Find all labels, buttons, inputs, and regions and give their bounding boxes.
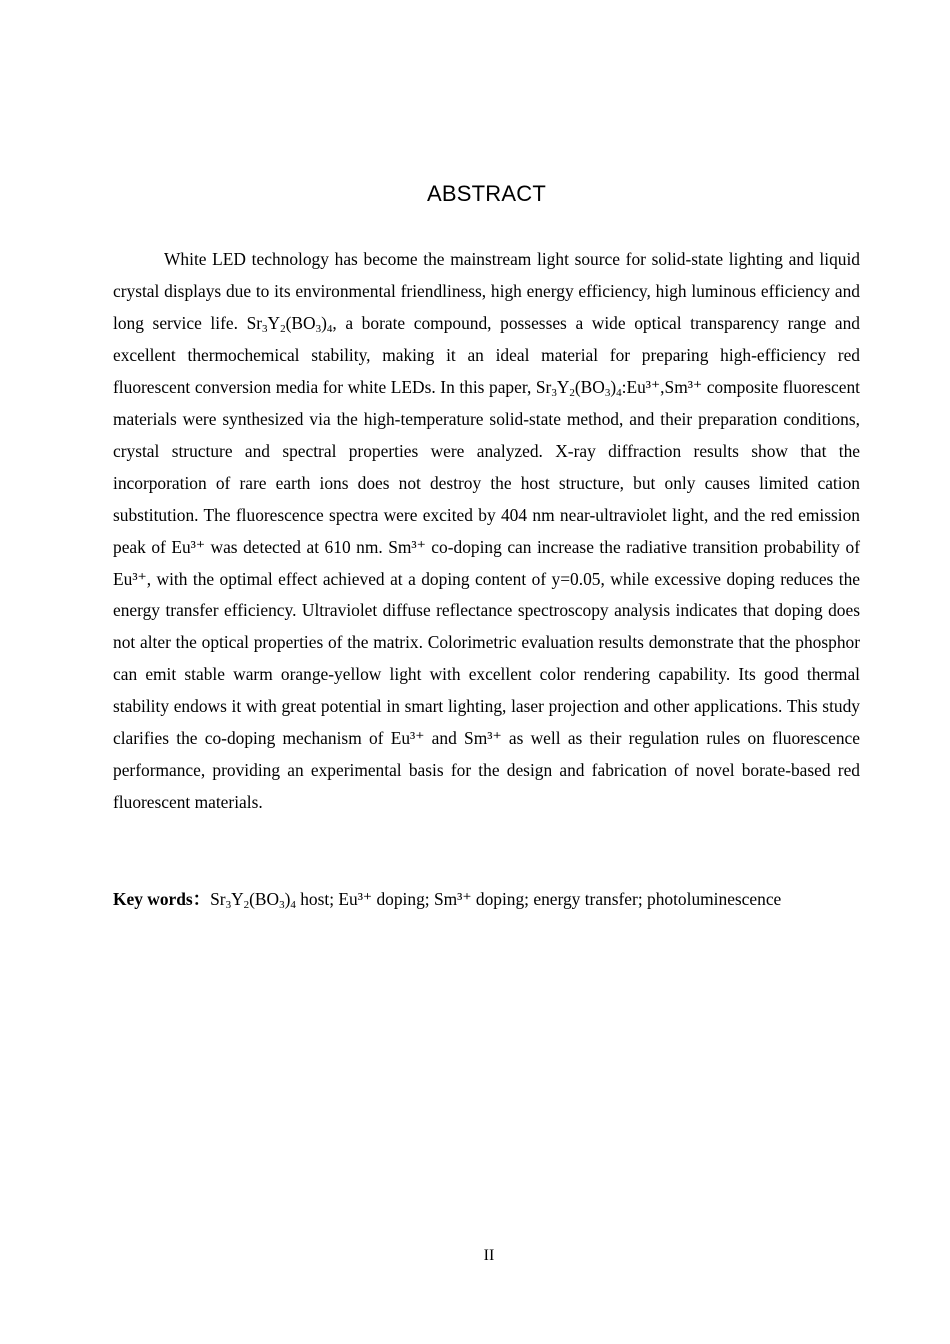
keywords-line <box>113 883 873 915</box>
page-number: II <box>483 1247 495 1264</box>
abstract-text-part-2: , a borate compound, possesses a wide optical transparency range and excellent thermochemical stability, making it an ideal material for preparing high-efficiency red fluorescent conversion media for white LEDs. In this paper, <box>113 312 861 397</box>
abstract-title: ABSTRACT <box>427 181 546 206</box>
formula-host: $Sr_3Y_2(BO_3)_4$ <box>535 376 622 399</box>
keywords-text: host; Eu³⁺ doping; Sm³⁺ doping; energy transfer; photoluminescence <box>295 889 782 909</box>
abstract-text-part-3: :Eu³⁺,Sm³⁺ composite fluorescent materials were synthesized via the high-temperature solid-state method, and their preparation conditions, crystal structure and spectral properties were analyzed. X-ray diffraction results show that the incorporation of rare earth ions does not destroy the host structure, but only causes limited cation substitution. The fluorescence spectra were excited by 404 nm near-ultraviolet light, and the red emission peak of Eu³⁺ was detected at 610 nm. Sm³⁺ co-doping can increase the radiative transition probability of Eu³⁺, with the optimal effect achieved at a doping content of y=0.05, while excessive doping reduces the energy transfer efficiency. Ultraviolet diffuse reflectance spectroscopy analysis indicates that doping does not alter the optical properties of the matrix. Colorimetric evaluation results demonstrate that the phosphor can emit stable warm orange-yellow light with excellent color rendering capability. Its good thermal stability endows it with great potential in smart lighting, laser projection and other applications. This study clarifies the co-doping mechanism of Eu³⁺ and Sm³⁺ as well as their regulation rules on fluorescence performance, providing an experimental basis for the design and fabrication of novel borate-based red fluorescent materials. <box>113 376 860 813</box>
formula-host: $Sr_3Y_2(BO_3)_4$ <box>246 312 333 335</box>
abstract-paragraph <box>113 244 860 819</box>
formula-host: $Sr_3Y_2(BO_3)_4$ <box>210 889 296 911</box>
abstract-text-part-1: White LED technology has become the mainstream light source for solid-state lighting and liquid crystal displays due to its environmental friendliness, high energy efficiency, high luminous efficiency and long service life. <box>113 249 860 333</box>
keywords-label: Key words： <box>113 889 211 909</box>
abstract-body <box>113 244 860 819</box>
